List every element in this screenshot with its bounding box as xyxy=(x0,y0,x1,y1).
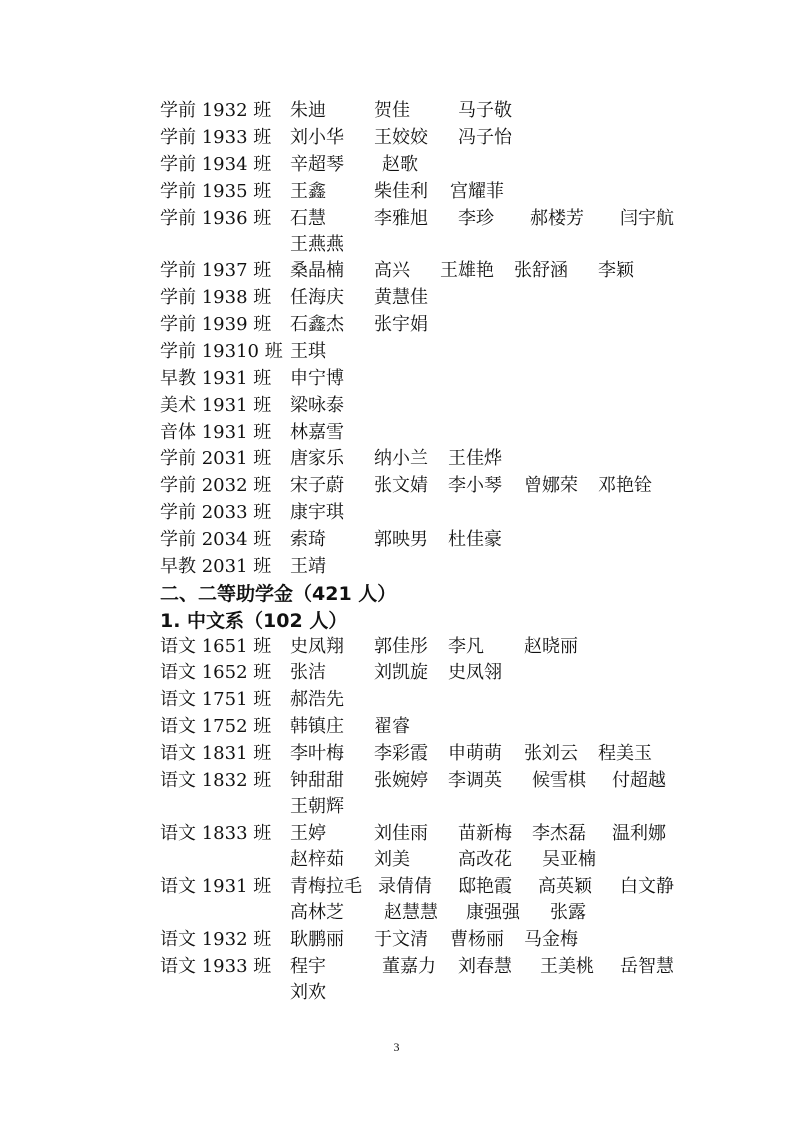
student-name: 王佳烨 xyxy=(448,448,502,469)
student-name: 温利娜 xyxy=(612,823,666,844)
class-label: 学前 2034 班 xyxy=(160,529,272,550)
student-name: 刘美 xyxy=(374,849,410,870)
student-name: 耿鹏丽 xyxy=(290,929,344,950)
class-label: 语文 1832 班 xyxy=(160,770,272,791)
student-name: 曹杨丽 xyxy=(450,929,504,950)
class-label: 学前 1934 班 xyxy=(160,154,272,175)
class-label: 美术 1931 班 xyxy=(160,395,272,416)
class-label: 语文 1932 班 xyxy=(160,929,272,950)
student-name: 高兴 xyxy=(374,260,410,281)
student-name: 刘凯旋 xyxy=(374,662,428,683)
student-name: 王靖 xyxy=(290,556,326,577)
student-name: 贺佳 xyxy=(374,100,410,121)
page-number: 3 xyxy=(393,1040,400,1054)
student-name: 于文清 xyxy=(374,929,428,950)
student-name: 史凤翎 xyxy=(448,662,502,683)
class-label: 学前 2032 班 xyxy=(160,475,272,496)
student-name: 索琦 xyxy=(290,529,326,550)
student-name: 候雪棋 xyxy=(532,770,586,791)
class-label: 语文 1652 班 xyxy=(160,662,272,683)
class-label: 学前 1939 班 xyxy=(160,314,272,335)
student-name: 刘欢 xyxy=(290,982,326,1003)
student-name: 桑晶楠 xyxy=(290,260,344,281)
class-label: 语文 1831 班 xyxy=(160,743,272,764)
student-name: 张文婧 xyxy=(374,475,428,496)
class-label: 学前 2031 班 xyxy=(160,448,272,469)
student-name: 韩镇庄 xyxy=(290,716,344,737)
student-name: 邸艳霞 xyxy=(458,876,512,897)
department-heading: 1. 中文系（102 人） xyxy=(160,610,348,632)
student-name: 张婉婷 xyxy=(374,770,428,791)
class-label: 学前 2033 班 xyxy=(160,502,272,523)
class-label: 语文 1931 班 xyxy=(160,876,272,897)
class-label: 学前 19310 班 xyxy=(160,341,283,362)
student-name: 王美桃 xyxy=(540,956,594,977)
student-name: 郭映男 xyxy=(374,529,428,550)
student-name: 郝楼芳 xyxy=(530,208,584,229)
student-name: 刘春慧 xyxy=(458,956,512,977)
student-name: 录倩倩 xyxy=(378,876,432,897)
student-name: 李颖 xyxy=(598,260,634,281)
student-name: 赵慧慧 xyxy=(384,902,438,923)
student-name: 李凡 xyxy=(448,636,484,657)
student-name: 马金梅 xyxy=(524,929,578,950)
student-name: 李叶梅 xyxy=(290,743,344,764)
student-name: 杜佳豪 xyxy=(448,529,502,550)
student-name: 黄慧佳 xyxy=(374,287,428,308)
student-name: 张舒涵 xyxy=(514,260,568,281)
student-name: 程宇 xyxy=(290,956,326,977)
student-name: 申萌萌 xyxy=(448,743,502,764)
student-name: 石鑫杰 xyxy=(290,314,344,335)
student-name: 马子敬 xyxy=(458,100,512,121)
student-name: 王琪 xyxy=(290,341,326,362)
class-label: 学前 1933 班 xyxy=(160,127,272,148)
class-label: 学前 1936 班 xyxy=(160,208,272,229)
student-name: 李调英 xyxy=(448,770,502,791)
student-name: 赵梓茹 xyxy=(290,849,344,870)
class-label: 学前 1938 班 xyxy=(160,287,272,308)
class-label: 语文 1833 班 xyxy=(160,823,272,844)
student-name: 唐家乐 xyxy=(290,448,344,469)
student-name: 王雄艳 xyxy=(440,260,494,281)
student-name: 王鑫 xyxy=(290,181,326,202)
student-name: 高林芝 xyxy=(290,902,344,923)
student-name: 李彩霞 xyxy=(374,743,428,764)
student-name: 冯子怡 xyxy=(458,127,512,148)
student-name: 白文静 xyxy=(620,876,674,897)
class-label: 学前 1932 班 xyxy=(160,100,272,121)
student-name: 岳智慧 xyxy=(620,956,674,977)
student-name: 王姣姣 xyxy=(374,127,428,148)
student-name: 刘小华 xyxy=(290,127,344,148)
student-name: 赵歌 xyxy=(382,154,418,175)
student-name: 王婷 xyxy=(290,823,326,844)
student-name: 闫宇航 xyxy=(620,208,674,229)
student-name: 赵晓丽 xyxy=(524,636,578,657)
student-name: 李小琴 xyxy=(448,475,502,496)
class-label: 语文 1752 班 xyxy=(160,716,272,737)
class-label: 早教 1931 班 xyxy=(160,368,272,389)
student-name: 吴亚楠 xyxy=(542,849,596,870)
student-name: 钟甜甜 xyxy=(290,770,344,791)
student-name: 邓艳铨 xyxy=(598,475,652,496)
student-name: 付超越 xyxy=(612,770,666,791)
student-name: 张洁 xyxy=(290,662,326,683)
student-name: 刘佳雨 xyxy=(374,823,428,844)
student-name: 青梅拉毛 xyxy=(290,876,362,897)
student-name: 石慧 xyxy=(290,208,326,229)
class-label: 语文 1751 班 xyxy=(160,689,272,710)
student-name: 林嘉雪 xyxy=(290,422,344,443)
student-name: 宫耀菲 xyxy=(450,181,504,202)
student-name: 翟睿 xyxy=(374,716,410,737)
student-name: 纳小兰 xyxy=(374,448,428,469)
section-heading: 二、二等助学金（421 人） xyxy=(160,583,397,605)
student-name: 李杰磊 xyxy=(532,823,586,844)
class-label: 学前 1935 班 xyxy=(160,181,272,202)
student-name: 宋子蔚 xyxy=(290,475,344,496)
student-name: 郭佳彤 xyxy=(374,636,428,657)
student-name: 梁咏泰 xyxy=(290,395,344,416)
student-name: 李珍 xyxy=(458,208,494,229)
student-name: 王朝辉 xyxy=(290,796,344,817)
student-name: 苗新梅 xyxy=(458,823,512,844)
class-label: 语文 1933 班 xyxy=(160,956,272,977)
student-name: 康强强 xyxy=(466,902,520,923)
student-name: 董嘉力 xyxy=(382,956,436,977)
student-name: 张宇娟 xyxy=(374,314,428,335)
student-name: 张露 xyxy=(550,902,586,923)
student-name: 高英颖 xyxy=(538,876,592,897)
student-name: 程美玉 xyxy=(598,743,652,764)
student-name: 王燕燕 xyxy=(290,234,344,255)
class-label: 早教 2031 班 xyxy=(160,556,272,577)
class-label: 音体 1931 班 xyxy=(160,422,272,443)
student-name: 康宇琪 xyxy=(290,502,344,523)
student-name: 申宁博 xyxy=(290,368,344,389)
student-name: 高改花 xyxy=(458,849,512,870)
student-name: 曾娜荣 xyxy=(524,475,578,496)
student-name: 朱迪 xyxy=(290,100,326,121)
class-label: 语文 1651 班 xyxy=(160,636,272,657)
student-name: 李雅旭 xyxy=(374,208,428,229)
student-name: 柴佳利 xyxy=(374,181,428,202)
student-name: 任海庆 xyxy=(290,287,344,308)
class-label: 学前 1937 班 xyxy=(160,260,272,281)
student-name: 张刘云 xyxy=(524,743,578,764)
student-name: 郝浩先 xyxy=(290,689,344,710)
student-name: 史凤翔 xyxy=(290,636,344,657)
student-name: 辛超琴 xyxy=(290,154,344,175)
